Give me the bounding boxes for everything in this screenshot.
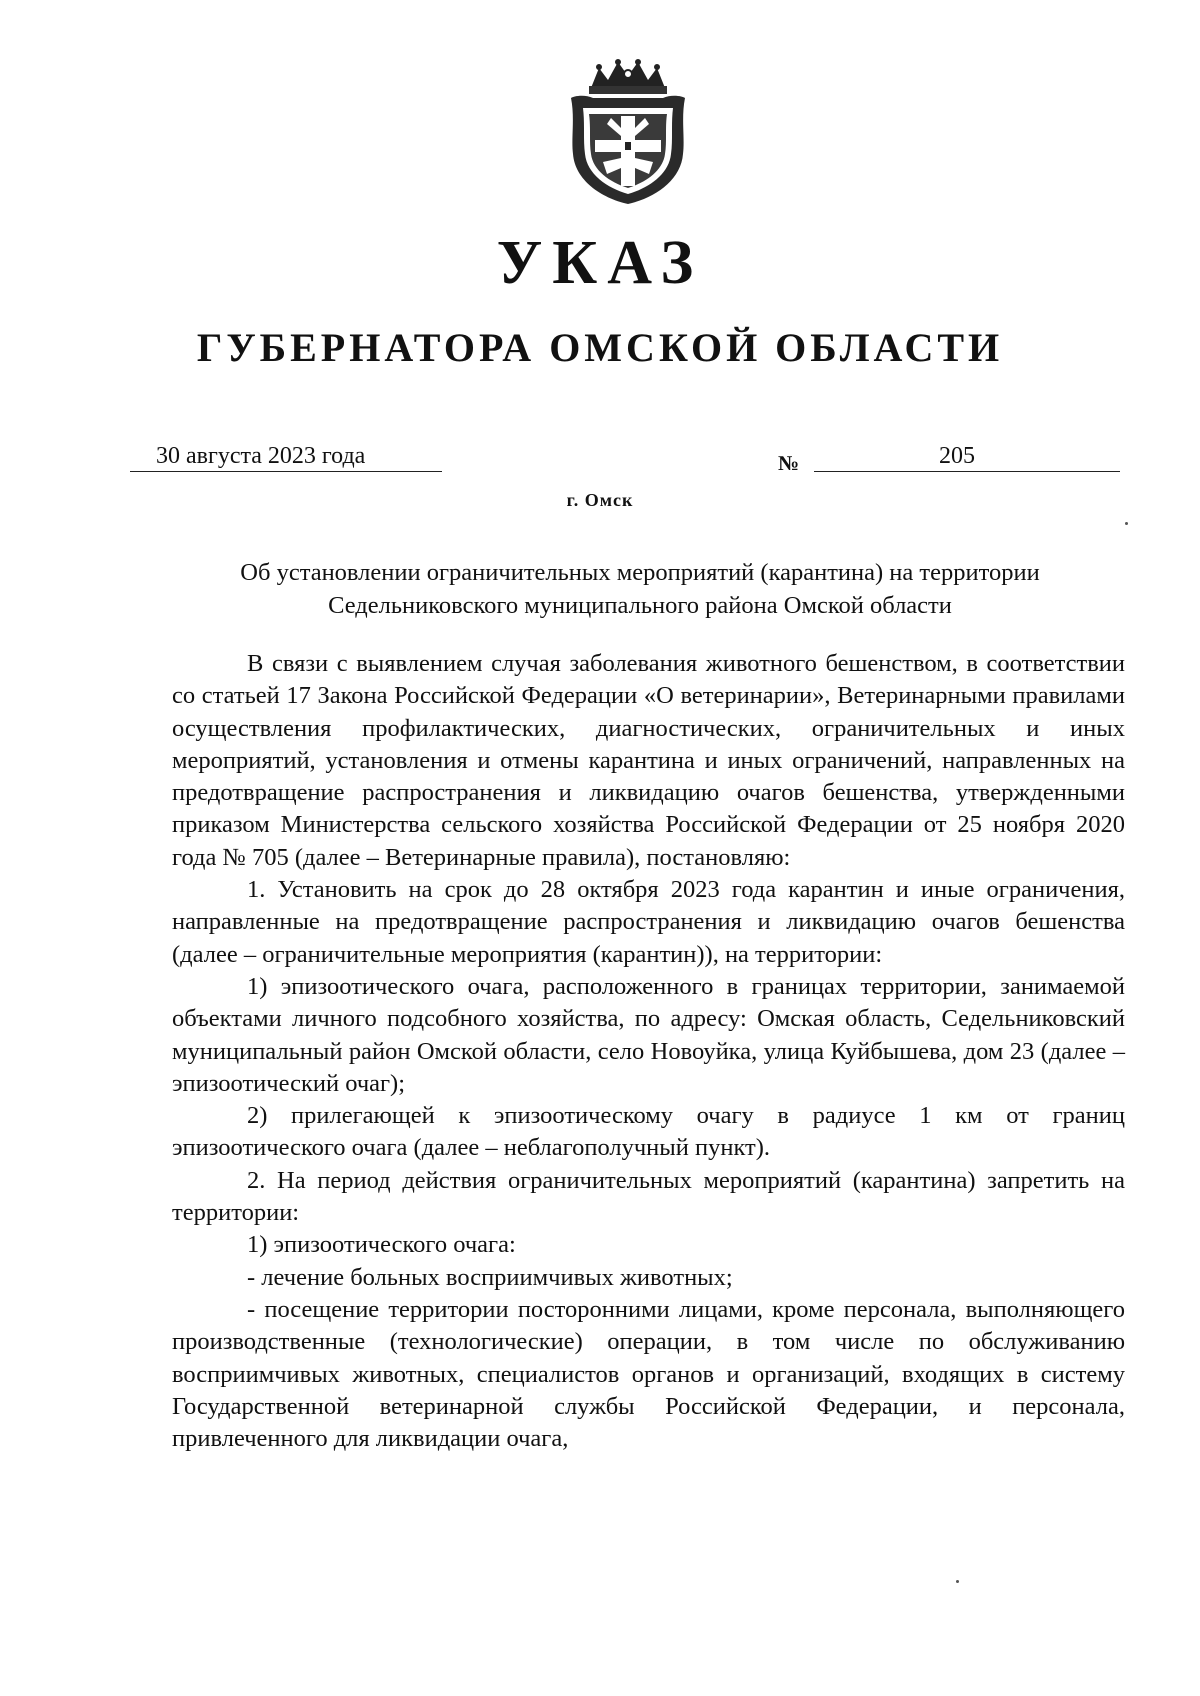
- paragraph-bullet-2: - посещение территории посторонними лицами, кроме персонала, выполняющего производственные (технологические) операции, в том числе по обслуживанию восприимчивых животных, специалистов органов и организаций, входящих в систему Государственной ветеринарной службы Российской Федерации, и персонала, привлеченного для ликвидации очага,: [172, 1295, 1125, 1453]
- decree-number: 205: [814, 441, 1120, 472]
- decree-body: [172, 648, 1125, 1455]
- document-subtitle: ГУБЕРНАТОРА ОМСКОЙ ОБЛАСТИ: [196, 325, 1004, 370]
- paragraph-item-1-2: 2) прилегающей к эпизоотическому очагу в радиусе 1 км от границ эпизоотического очага (далее – неблагополучный пункт).: [172, 1102, 1125, 1162]
- decree-heading-line-1: Об установлении ограничительных мероприятий (карантина) на территории: [240, 559, 1040, 586]
- number-sign: №: [778, 451, 800, 475]
- scan-speck: [956, 1580, 959, 1583]
- city-label: г. Омск: [566, 490, 634, 510]
- paragraph-item-1-1: 1) эпизоотического очага, расположенного в границах территории, занимаемой объектами личного подсобного хозяйства, по адресу: Омская область, Седельниковский муниципальный район Омской области, село Новоуйка, улица Куйбышева, дом 23 (далее – эпизоотический очаг);: [172, 972, 1125, 1097]
- paragraph-item-2: 2. На период действия ограничительных мероприятий (карантина) запретить на территории:: [172, 1166, 1125, 1227]
- decree-date: 30 августа 2023 года: [130, 441, 442, 472]
- paragraph-preamble: В связи с выявлением случая заболевания животного бешенством, в соответствии со статьей 17 Закона Российской Федерации «О ветеринарии», Ветеринарными правилами осуществления профилактических, диагностических, ограничительных и иных мероприятий, установления и отмены карантина и иных ограничений, направленных на предотвращение распространения и ликвидацию очагов бешенства, утвержденными приказом Министерства сельского хозяйства Российской Федерации от 25 ноября 2020 года № 705 (далее – Ветеринарные правила), постановляю:: [172, 650, 1125, 871]
- paragraph-item-2-1: 1) эпизоотического очага:: [247, 1231, 516, 1259]
- decree-heading: [160, 556, 1120, 622]
- document-title: УКАЗ: [496, 229, 704, 297]
- decree-heading-line-2: Седельниковского муниципального района Омской области: [328, 592, 952, 619]
- omsk-coat-of-arms-icon: [563, 58, 693, 206]
- paragraph-bullet-1: - лечение больных восприимчивых животных;: [247, 1263, 733, 1291]
- paragraph-item-1: 1. Установить на срок до 28 октября 2023 года карантин и иные ограничения, направленные на предотвращение распространения и ликвидацию очагов бешенства (далее – ограничительные мероприятия (карантин)), на территории:: [172, 876, 1125, 968]
- scan-speck: [1125, 522, 1128, 525]
